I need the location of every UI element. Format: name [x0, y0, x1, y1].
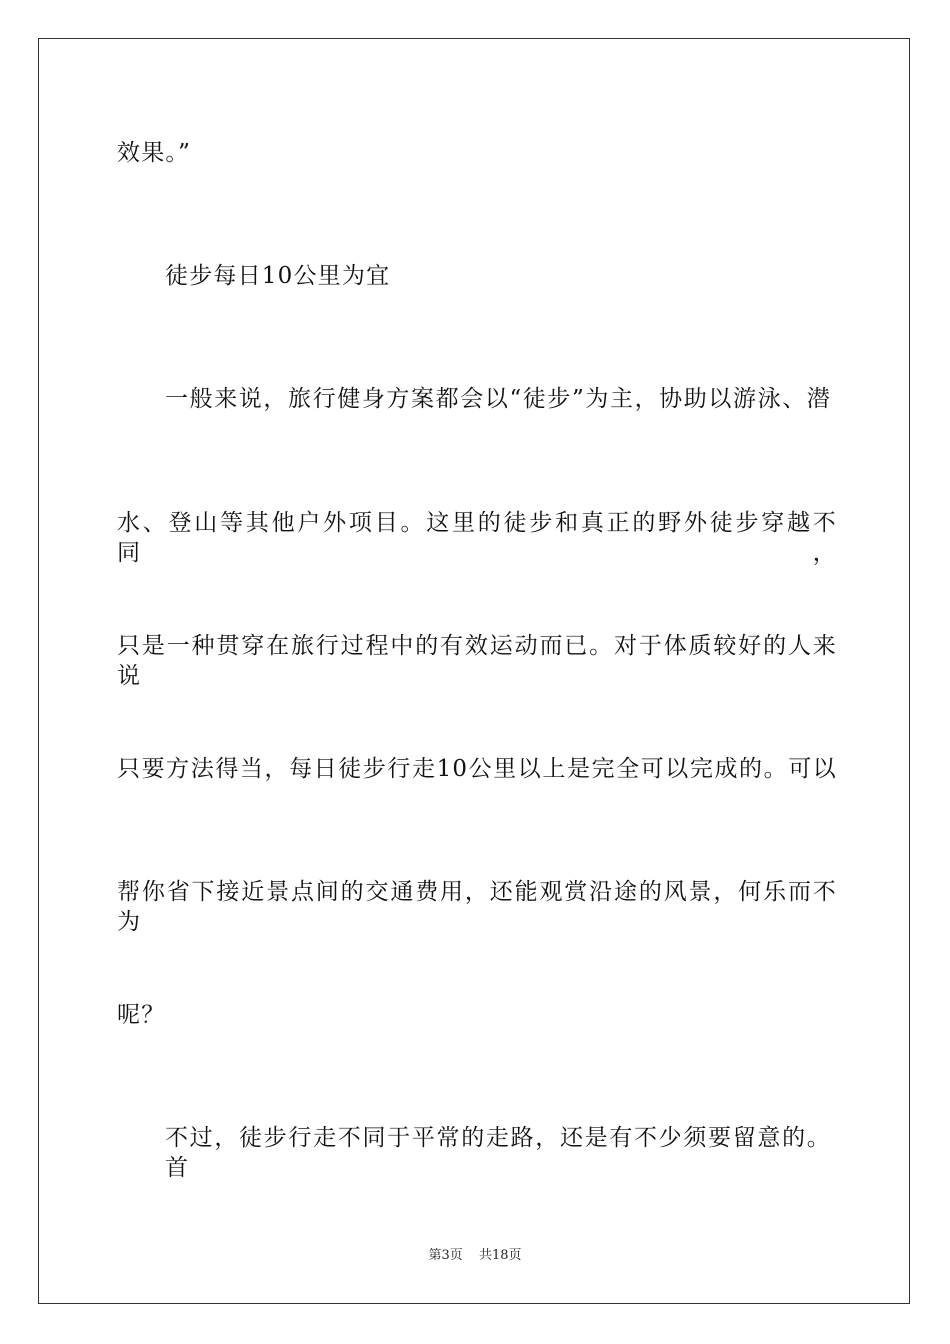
text-line-7: 帮你省下接近景点间的交通费用，还能观赏沿途的风景，何乐而不为 [117, 879, 837, 935]
text-line-6: 只要方法得当，每日徒步行走10公里以上是完全可以完成的。可以 [117, 756, 837, 782]
page-footer [0, 1247, 950, 1265]
text-line-8: 呢？ [117, 1002, 166, 1028]
text-line-9: 不过，徒步行走不同于平常的走路，还是有不少须要留意的。首 [165, 1125, 831, 1181]
text-line-3: 一般来说，旅行健身方案都会以“徒步”为主，协助以游泳、潜 [165, 386, 831, 412]
page-total: 共18页 [478, 1248, 522, 1263]
section-heading: 徒步每日10公里为宜 [165, 263, 391, 289]
text-line-4: 水、登山等其他户外项目。这里的徒步和真正的野外徒步穿越不同， [117, 510, 837, 566]
page-number: 第3页 [428, 1248, 463, 1263]
text-line-1: 效果。” [117, 140, 192, 166]
text-line-5: 只是一种贯穿在旅行过程中的有效运动而已。对于体质较好的人来说 [117, 633, 837, 689]
